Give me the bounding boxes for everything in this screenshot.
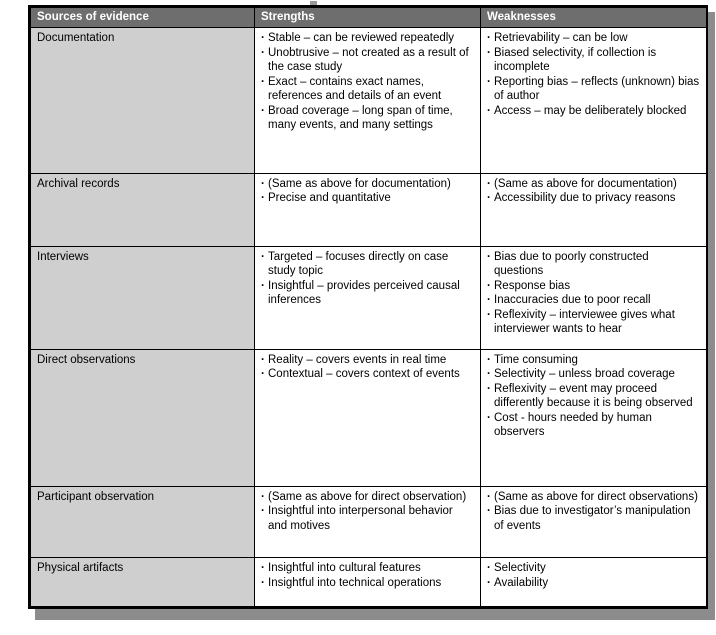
table-row — [31, 486, 707, 558]
cell-strengths-1 — [255, 173, 481, 246]
table-header — [31, 8, 707, 28]
table-row — [31, 558, 707, 607]
cell-strengths-5 — [255, 558, 481, 607]
bullet-item: · (Same as above for documentation) — [261, 177, 475, 192]
source-label: Archival records — [37, 177, 120, 190]
bullet-item: · Precise and quantitative — [261, 191, 475, 206]
weaknesses-list — [487, 31, 701, 118]
bullet-item: · Retrievability – can be low — [487, 31, 701, 46]
bullet-item: · Response bias — [487, 279, 701, 294]
bullet-item: · Stable – can be reviewed repeatedly — [261, 31, 475, 46]
bullet-item: · Insightful into technical operations — [261, 576, 475, 591]
source-label: Participant observation — [37, 490, 154, 503]
bullet-item: · Insightful – provides perceived causal inferences — [261, 279, 475, 308]
bullet-item: · (Same as above for direct observations) — [487, 490, 701, 505]
evidence-table — [30, 7, 707, 607]
cell-source-0 — [31, 28, 255, 174]
cell-weaknesses-4 — [481, 486, 707, 558]
strengths-list — [261, 31, 475, 133]
bullet-item: · Access – may be deliberately blocked — [487, 104, 701, 119]
bullet-item: · Selectivity – unless broad coverage — [487, 367, 701, 382]
table-row — [31, 246, 707, 349]
cell-strengths-0 — [255, 28, 481, 174]
bullet-item: · Inaccuracies due to poor recall — [487, 293, 701, 308]
bullet-item: · Reflexivity – interviewee gives what interviewer wants to hear — [487, 308, 701, 337]
weaknesses-list — [487, 490, 701, 534]
column-header-strengths: Strengths — [255, 8, 481, 28]
cell-strengths-3 — [255, 349, 481, 486]
bullet-item: · Exact – contains exact names, references and details of an event — [261, 75, 475, 104]
bullet-item: · Insightful into cultural features — [261, 561, 475, 576]
strengths-list — [261, 250, 475, 308]
cell-source-3 — [31, 349, 255, 486]
bullet-item: · Targeted – focuses directly on case study topic — [261, 250, 475, 279]
bullet-item: · Unobtrusive – not created as a result of the case study — [261, 46, 475, 75]
bullet-item: · (Same as above for documentation) — [487, 177, 701, 192]
source-label: Direct observations — [37, 353, 136, 366]
strengths-list — [261, 177, 475, 206]
cell-strengths-4 — [255, 486, 481, 558]
cell-source-2 — [31, 246, 255, 349]
cell-weaknesses-5 — [481, 558, 707, 607]
weaknesses-list — [487, 250, 701, 337]
cell-strengths-2 — [255, 246, 481, 349]
cell-source-1 — [31, 173, 255, 246]
cell-weaknesses-0 — [481, 28, 707, 174]
bullet-item: · Accessibility due to privacy reasons — [487, 191, 701, 206]
bullet-item: · Contextual – covers context of events — [261, 367, 475, 382]
source-label: Interviews — [37, 250, 89, 263]
strengths-list — [261, 561, 475, 590]
bullet-item: · Cost - hours needed by human observers — [487, 411, 701, 440]
table-row — [31, 173, 707, 246]
bullet-item: · Reflexivity – event may proceed differently because it is being observed — [487, 382, 701, 411]
cell-weaknesses-2 — [481, 246, 707, 349]
table-header-row — [31, 8, 707, 28]
weaknesses-list — [487, 561, 701, 590]
source-label: Documentation — [37, 32, 115, 44]
strengths-list — [261, 490, 475, 534]
bullet-item: · Time consuming — [487, 353, 701, 368]
bullet-item: · Bias due to investigator’s manipulation of events — [487, 504, 701, 533]
table-row — [31, 349, 707, 486]
bullet-item: · Selectivity — [487, 561, 701, 576]
bullet-item: · Reality – covers events in real time — [261, 353, 475, 368]
bullet-item: · Biased selectivity, if collection is incomplete — [487, 46, 701, 75]
bullet-item: · Insightful into interpersonal behavior and motives — [261, 504, 475, 533]
bullet-item: · Availability — [487, 576, 701, 591]
source-label: Physical artifacts — [37, 562, 124, 575]
cell-weaknesses-3 — [481, 349, 707, 486]
evidence-table-container — [28, 5, 708, 609]
table-row — [31, 28, 707, 174]
bullet-item: · Bias due to poorly constructed questions — [487, 250, 701, 279]
bullet-item: · Broad coverage – long span of time, many events, and many settings — [261, 104, 475, 133]
cell-source-4 — [31, 486, 255, 558]
bullet-item: · Reporting bias – reflects (unknown) bias of author — [487, 75, 701, 104]
weaknesses-list — [487, 353, 701, 440]
strengths-list — [261, 353, 475, 382]
table-body — [31, 28, 707, 607]
column-header-weaknesses: Weaknesses — [481, 8, 707, 28]
weaknesses-list — [487, 177, 701, 206]
column-header-sources: Sources of evidence — [31, 8, 255, 28]
cell-source-5 — [31, 558, 255, 607]
bullet-item: · (Same as above for direct observation) — [261, 490, 475, 505]
cell-weaknesses-1 — [481, 173, 707, 246]
